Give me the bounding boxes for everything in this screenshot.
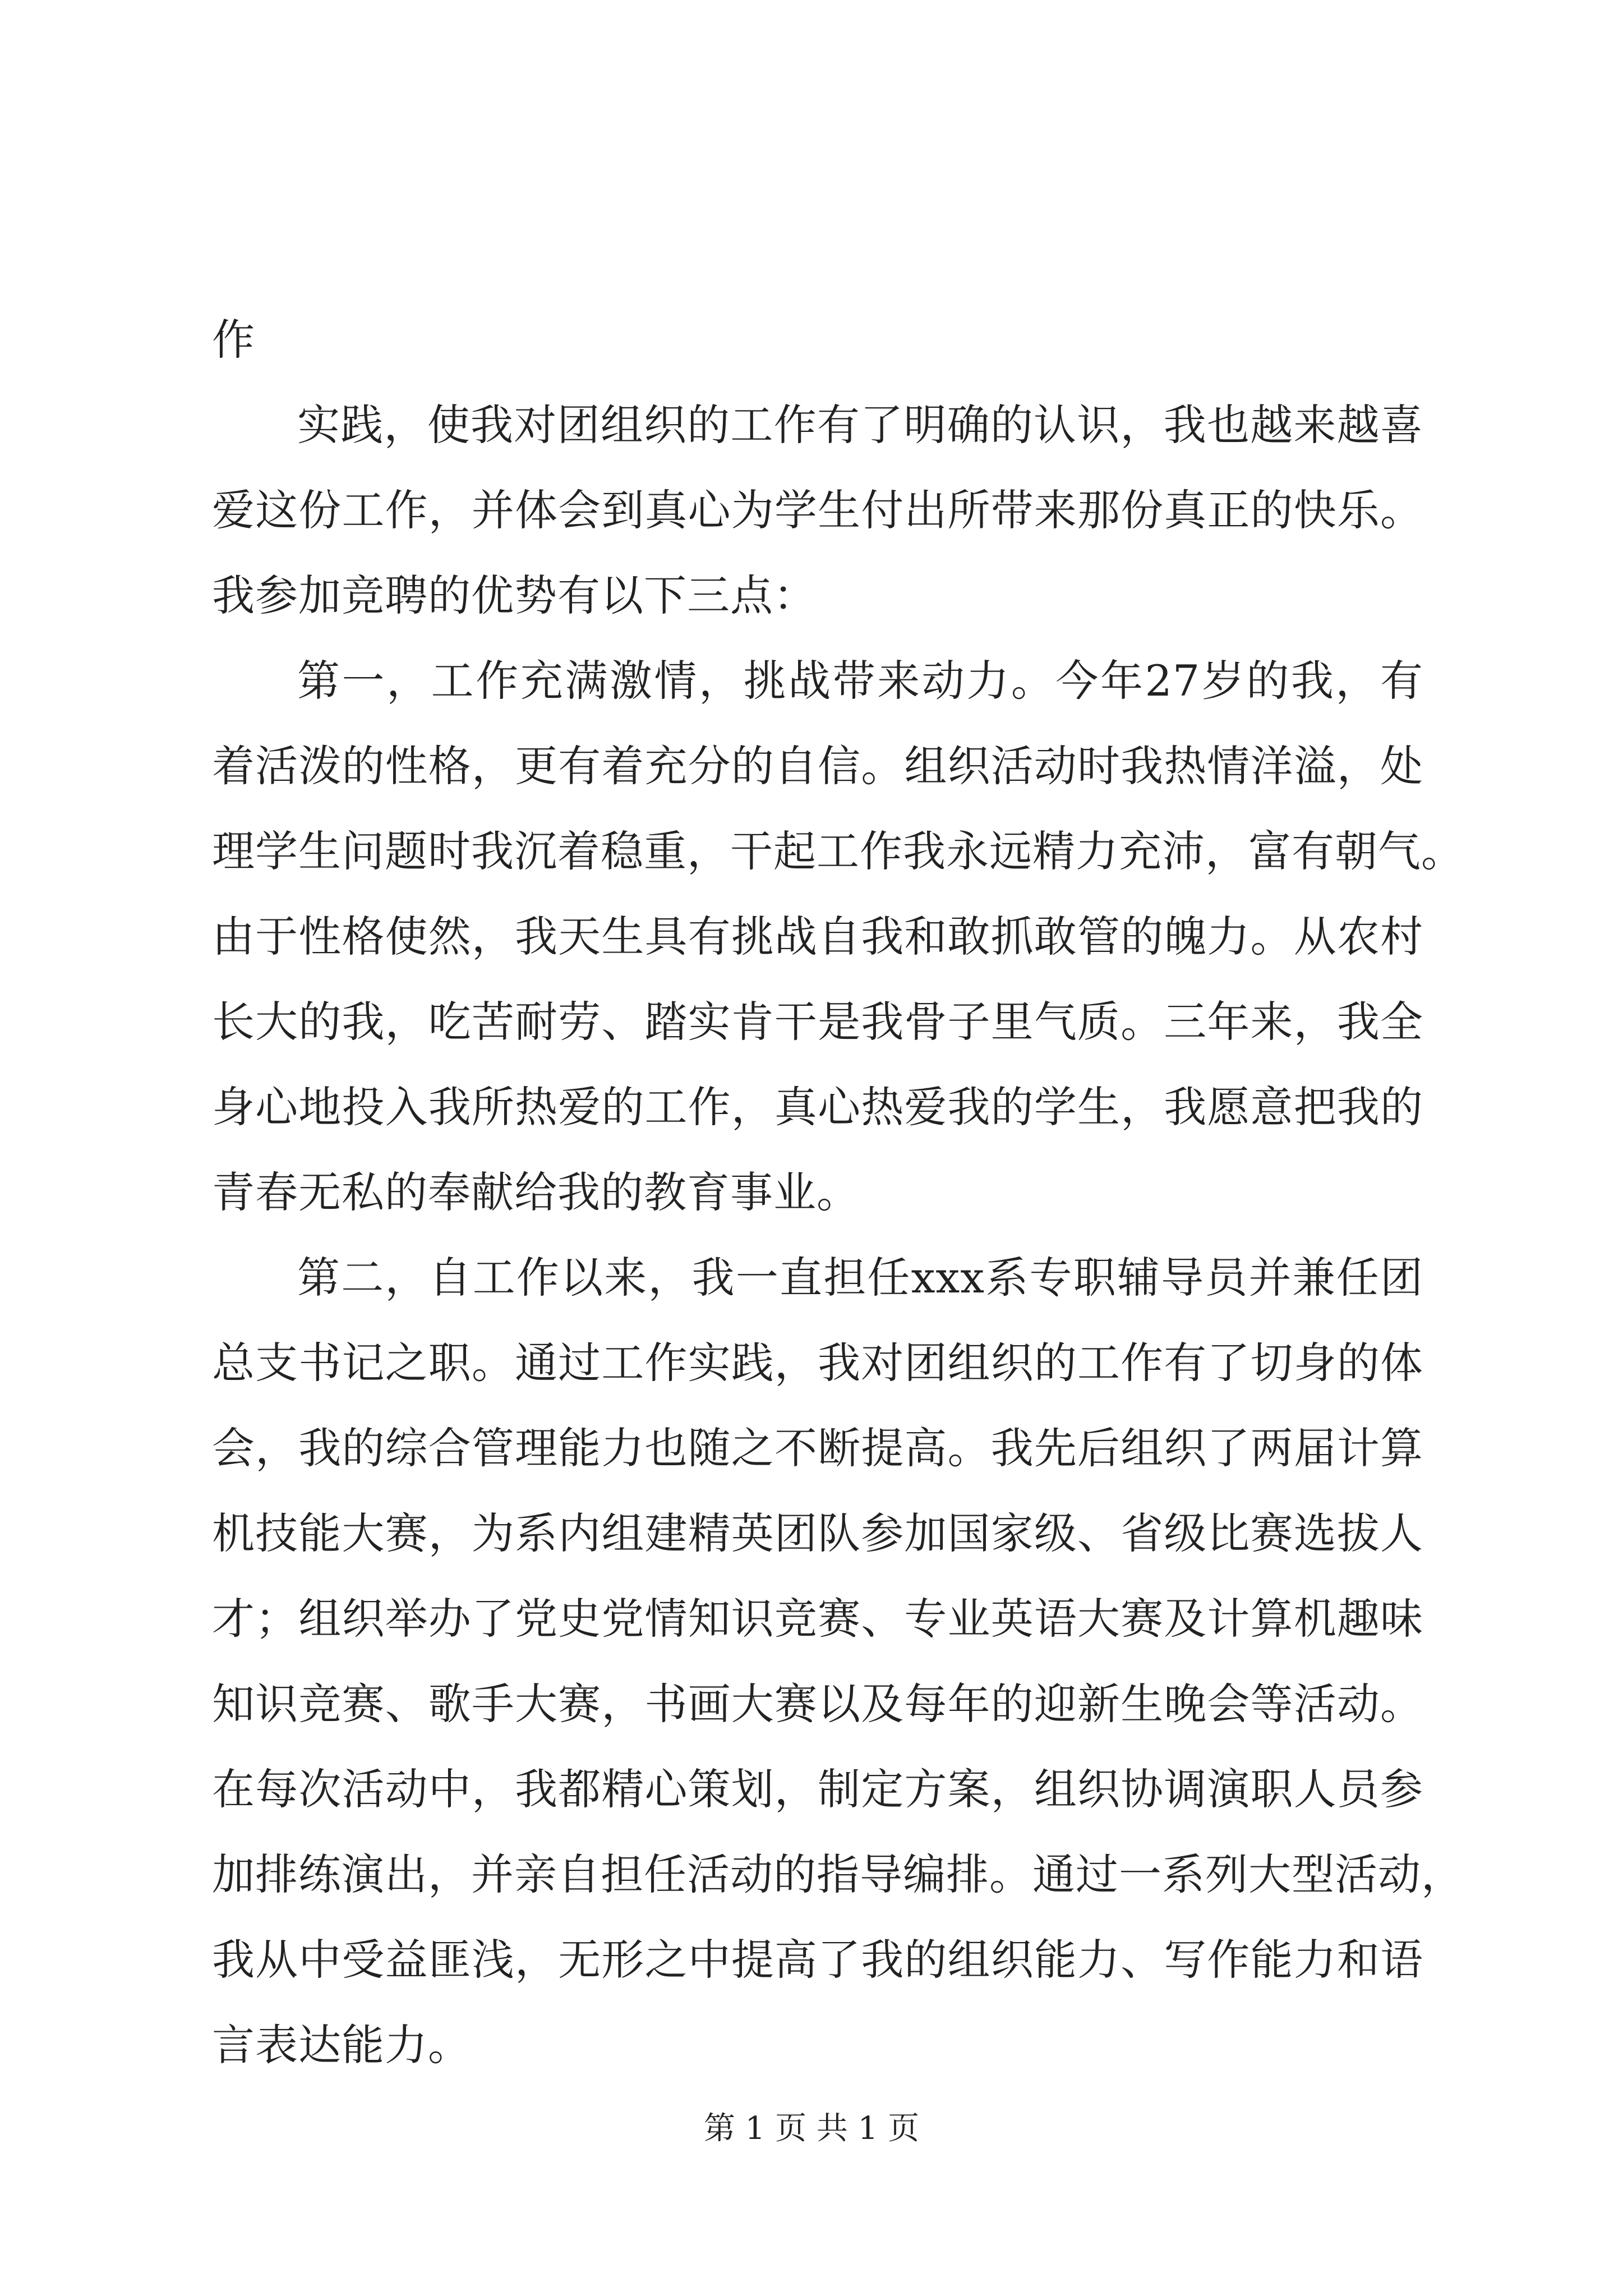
- text-line: 才；组织举办了党史党情知识竞赛、专业英语大赛及计算机趣味: [212, 1594, 1423, 1644]
- text-line: 我从中受益匪浅，无形之中提高了我的组织能力、写作能力和语: [212, 1935, 1423, 1985]
- text-line: 实践，使我对团组织的工作有了明确的认识，我也越来越喜: [297, 400, 1423, 450]
- page-footer: 第 1 页 共 1 页: [703, 2110, 920, 2147]
- text-line: 会，我的综合管理能力也随之不断提高。我先后组织了两届计算: [212, 1423, 1423, 1473]
- text-line: 理学生问题时我沉着稳重，干起工作我永远精力充沛，富有朝气。: [212, 826, 1464, 876]
- text-line: 爱这份工作，并体会到真心为学生付出所带来那份真正的快乐。: [212, 485, 1423, 535]
- text-line: 由于性格使然，我天生具有挑战自我和敢抓敢管的魄力。从农村: [212, 912, 1423, 961]
- text-line: 第二，自工作以来，我一直担任xxx系专职辅导员并兼任团: [297, 1253, 1423, 1303]
- text-line: 言表达能力。: [212, 2020, 471, 2070]
- text-line: 作: [212, 315, 255, 365]
- text-line: 身心地投入我所热爱的工作，真心热爱我的学生，我愿意把我的: [212, 1082, 1423, 1132]
- text-line: 第一，工作充满激情，挑战带来动力。今年27岁的我，有: [297, 656, 1423, 706]
- text-line: 长大的我，吃苦耐劳、踏实肯干是我骨子里气质。三年来，我全: [212, 997, 1423, 1047]
- text-line: 加排练演出，并亲自担任活动的指导编排。通过一系列大型活动，: [212, 1849, 1464, 1899]
- text-line: 在每次活动中，我都精心策划，制定方案，组织协调演职人员参: [212, 1764, 1423, 1814]
- text-line: 总支书记之职。通过工作实践，我对团组织的工作有了切身的体: [212, 1338, 1423, 1388]
- text-line: 着活泼的性格，更有着充分的自信。组织活动时我热情洋溢，处: [212, 741, 1423, 791]
- body-text: [212, 297, 1464, 2088]
- text-line: 青春无私的奉献给我的教育事业。: [212, 1167, 860, 1217]
- text-line: 我参加竞聘的优势有以下三点：: [212, 570, 817, 620]
- text-line: 机技能大赛，为系内组建精英团队参加国家级、省级比赛选拔人: [212, 1508, 1423, 1558]
- text-line: 知识竞赛、歌手大赛，书画大赛以及每年的迎新生晚会等活动。: [212, 1679, 1423, 1729]
